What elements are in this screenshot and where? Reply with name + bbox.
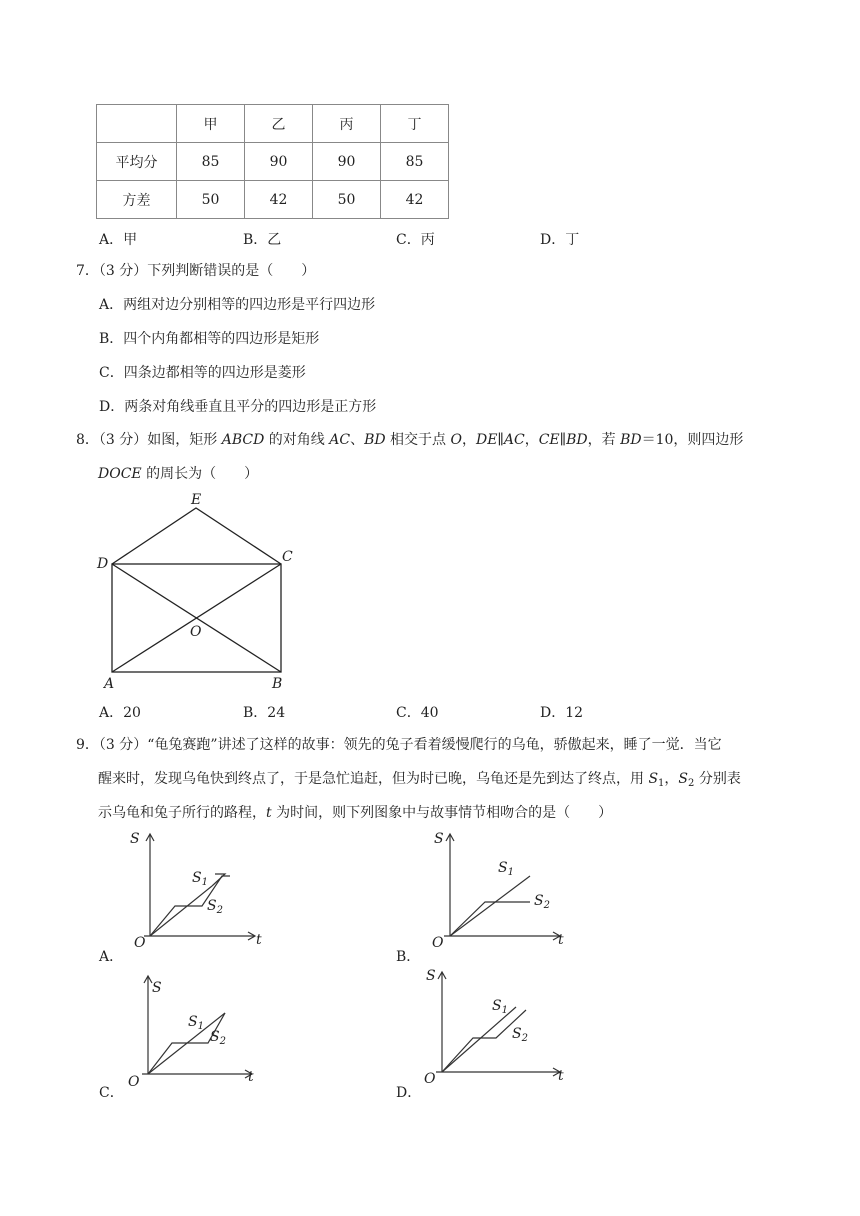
- table-cell: 方差: [97, 181, 177, 219]
- figure-label-b: B: [272, 676, 283, 692]
- graph-a-label-s2: $S_2$: [207, 898, 223, 916]
- q9-option-c[interactable]: C．: [99, 1085, 124, 1101]
- table-header-row: [97, 105, 449, 143]
- table-cell: 丁: [381, 105, 449, 143]
- figure-label-c: C: [282, 549, 293, 565]
- table-cell: 42: [245, 181, 313, 219]
- table-cell: 乙: [245, 105, 313, 143]
- graph-c-axis-s: S: [152, 980, 162, 996]
- q9-stem-line3: 示乌龟和兔子所行的路程，t 为时间，则下列图象中与故事情节相吻合的是（ ）: [98, 805, 613, 821]
- graph-d-label-s2: $S_2$: [512, 1026, 528, 1044]
- q8-stem-line1: 8．（3 分）如图，矩形 ABCD 的对角线 AC、BD 相交于点 O，DE∥AC，CE∥BD，若 BD＝10，则四边形: [76, 432, 744, 448]
- graph-b-label-s2: $S_2$: [534, 893, 550, 911]
- q7-stem: 7．（3 分）下列判断错误的是（ ）: [76, 263, 316, 279]
- table-cell: 50: [313, 181, 381, 219]
- q9-option-d[interactable]: D．: [396, 1085, 422, 1101]
- table-cell: [97, 105, 177, 143]
- score-table: [96, 104, 449, 219]
- q8-option-c[interactable]: C．40: [396, 705, 439, 721]
- graph-d-label-s1: $S_1$: [492, 998, 508, 1016]
- graph-d-origin: O: [424, 1071, 436, 1087]
- q8-stem-line2: DOCE 的周长为（ ）: [98, 466, 259, 482]
- q8-option-b[interactable]: B．24: [243, 705, 286, 721]
- q8-option-d[interactable]: D．12: [540, 705, 584, 721]
- q7-option-a[interactable]: A．两组对边分别相等的四边形是平行四边形: [99, 297, 376, 313]
- table-cell: 丙: [313, 105, 381, 143]
- q6-option-c[interactable]: C．丙: [396, 232, 435, 248]
- table-row: [97, 143, 449, 181]
- graph-d-s1-line: [442, 1007, 516, 1072]
- q7-option-b[interactable]: B．四个内角都相等的四边形是矩形: [99, 331, 320, 347]
- graph-a: [120, 826, 270, 951]
- figure-label-e: E: [191, 492, 202, 508]
- table-cell: 90: [245, 143, 313, 181]
- q6-option-d[interactable]: D．丁: [540, 232, 580, 248]
- graph-b-s2-line: [450, 902, 530, 936]
- table-cell: 50: [177, 181, 245, 219]
- graph-a-label-s1: $S_1$: [192, 870, 208, 888]
- figure-label-o: O: [190, 624, 202, 640]
- q6-option-a[interactable]: A．甲: [99, 232, 138, 248]
- graph-a-origin: O: [134, 935, 146, 951]
- graph-b-origin: O: [432, 935, 444, 951]
- graph-b-axis-s: S: [434, 831, 444, 847]
- graph-d-axis-s: S: [426, 968, 436, 984]
- graph-c: [120, 968, 265, 1088]
- figure-label-a: A: [104, 676, 115, 692]
- figure-line-de-ec: [112, 508, 281, 564]
- table-cell: 85: [381, 143, 449, 181]
- table-row: [97, 181, 449, 219]
- graph-a-s1-line: [150, 886, 212, 936]
- q9-stem-line2: 醒来时，发现乌龟快到终点了，于是急忙追赶，但为时已晚，乌龟还是先到达了终点，用 $S_1$，$S_2$ 分别表: [98, 771, 741, 789]
- graph-c-axis-t: t: [248, 1069, 254, 1085]
- table-cell: 平均分: [97, 143, 177, 181]
- table-cell: 90: [313, 143, 381, 181]
- q7-option-d[interactable]: D．两条对角线垂直且平分的四边形是正方形: [99, 399, 377, 415]
- q8-option-a[interactable]: A．20: [99, 705, 141, 721]
- figure-label-d: D: [97, 556, 109, 572]
- q9-option-b[interactable]: B．: [396, 949, 421, 965]
- graph-d-axis-t: t: [558, 1068, 564, 1084]
- q9-option-a[interactable]: A．: [99, 949, 124, 965]
- graph-c-label-s1: $S_1$: [188, 1014, 204, 1032]
- graph-b-s1-line: [450, 876, 530, 936]
- graph-a-axis-t: t: [256, 932, 262, 948]
- graph-b-axis-t: t: [558, 932, 564, 948]
- graph-b: [420, 826, 575, 951]
- graph-b-label-s1: $S_1$: [498, 860, 514, 878]
- table-cell: 85: [177, 143, 245, 181]
- q6-option-b[interactable]: B．乙: [243, 232, 282, 248]
- q9-stem-line1: 9．（3 分）“龟兔赛跑”讲述了这样的故事：领先的兔子看着缓慢爬行的乌龟，骄傲起来，睡了一觉．当它: [76, 737, 722, 753]
- graph-c-origin: O: [128, 1074, 140, 1088]
- graph-c-label-s2: $S_2$: [210, 1029, 226, 1047]
- table-cell: 42: [381, 181, 449, 219]
- table-cell: 甲: [177, 105, 245, 143]
- rectangle-figure: [92, 488, 312, 698]
- graph-a-axis-s: S: [130, 831, 140, 847]
- q7-option-c[interactable]: C．四条边都相等的四边形是菱形: [99, 365, 306, 381]
- graph-d: [418, 962, 573, 1088]
